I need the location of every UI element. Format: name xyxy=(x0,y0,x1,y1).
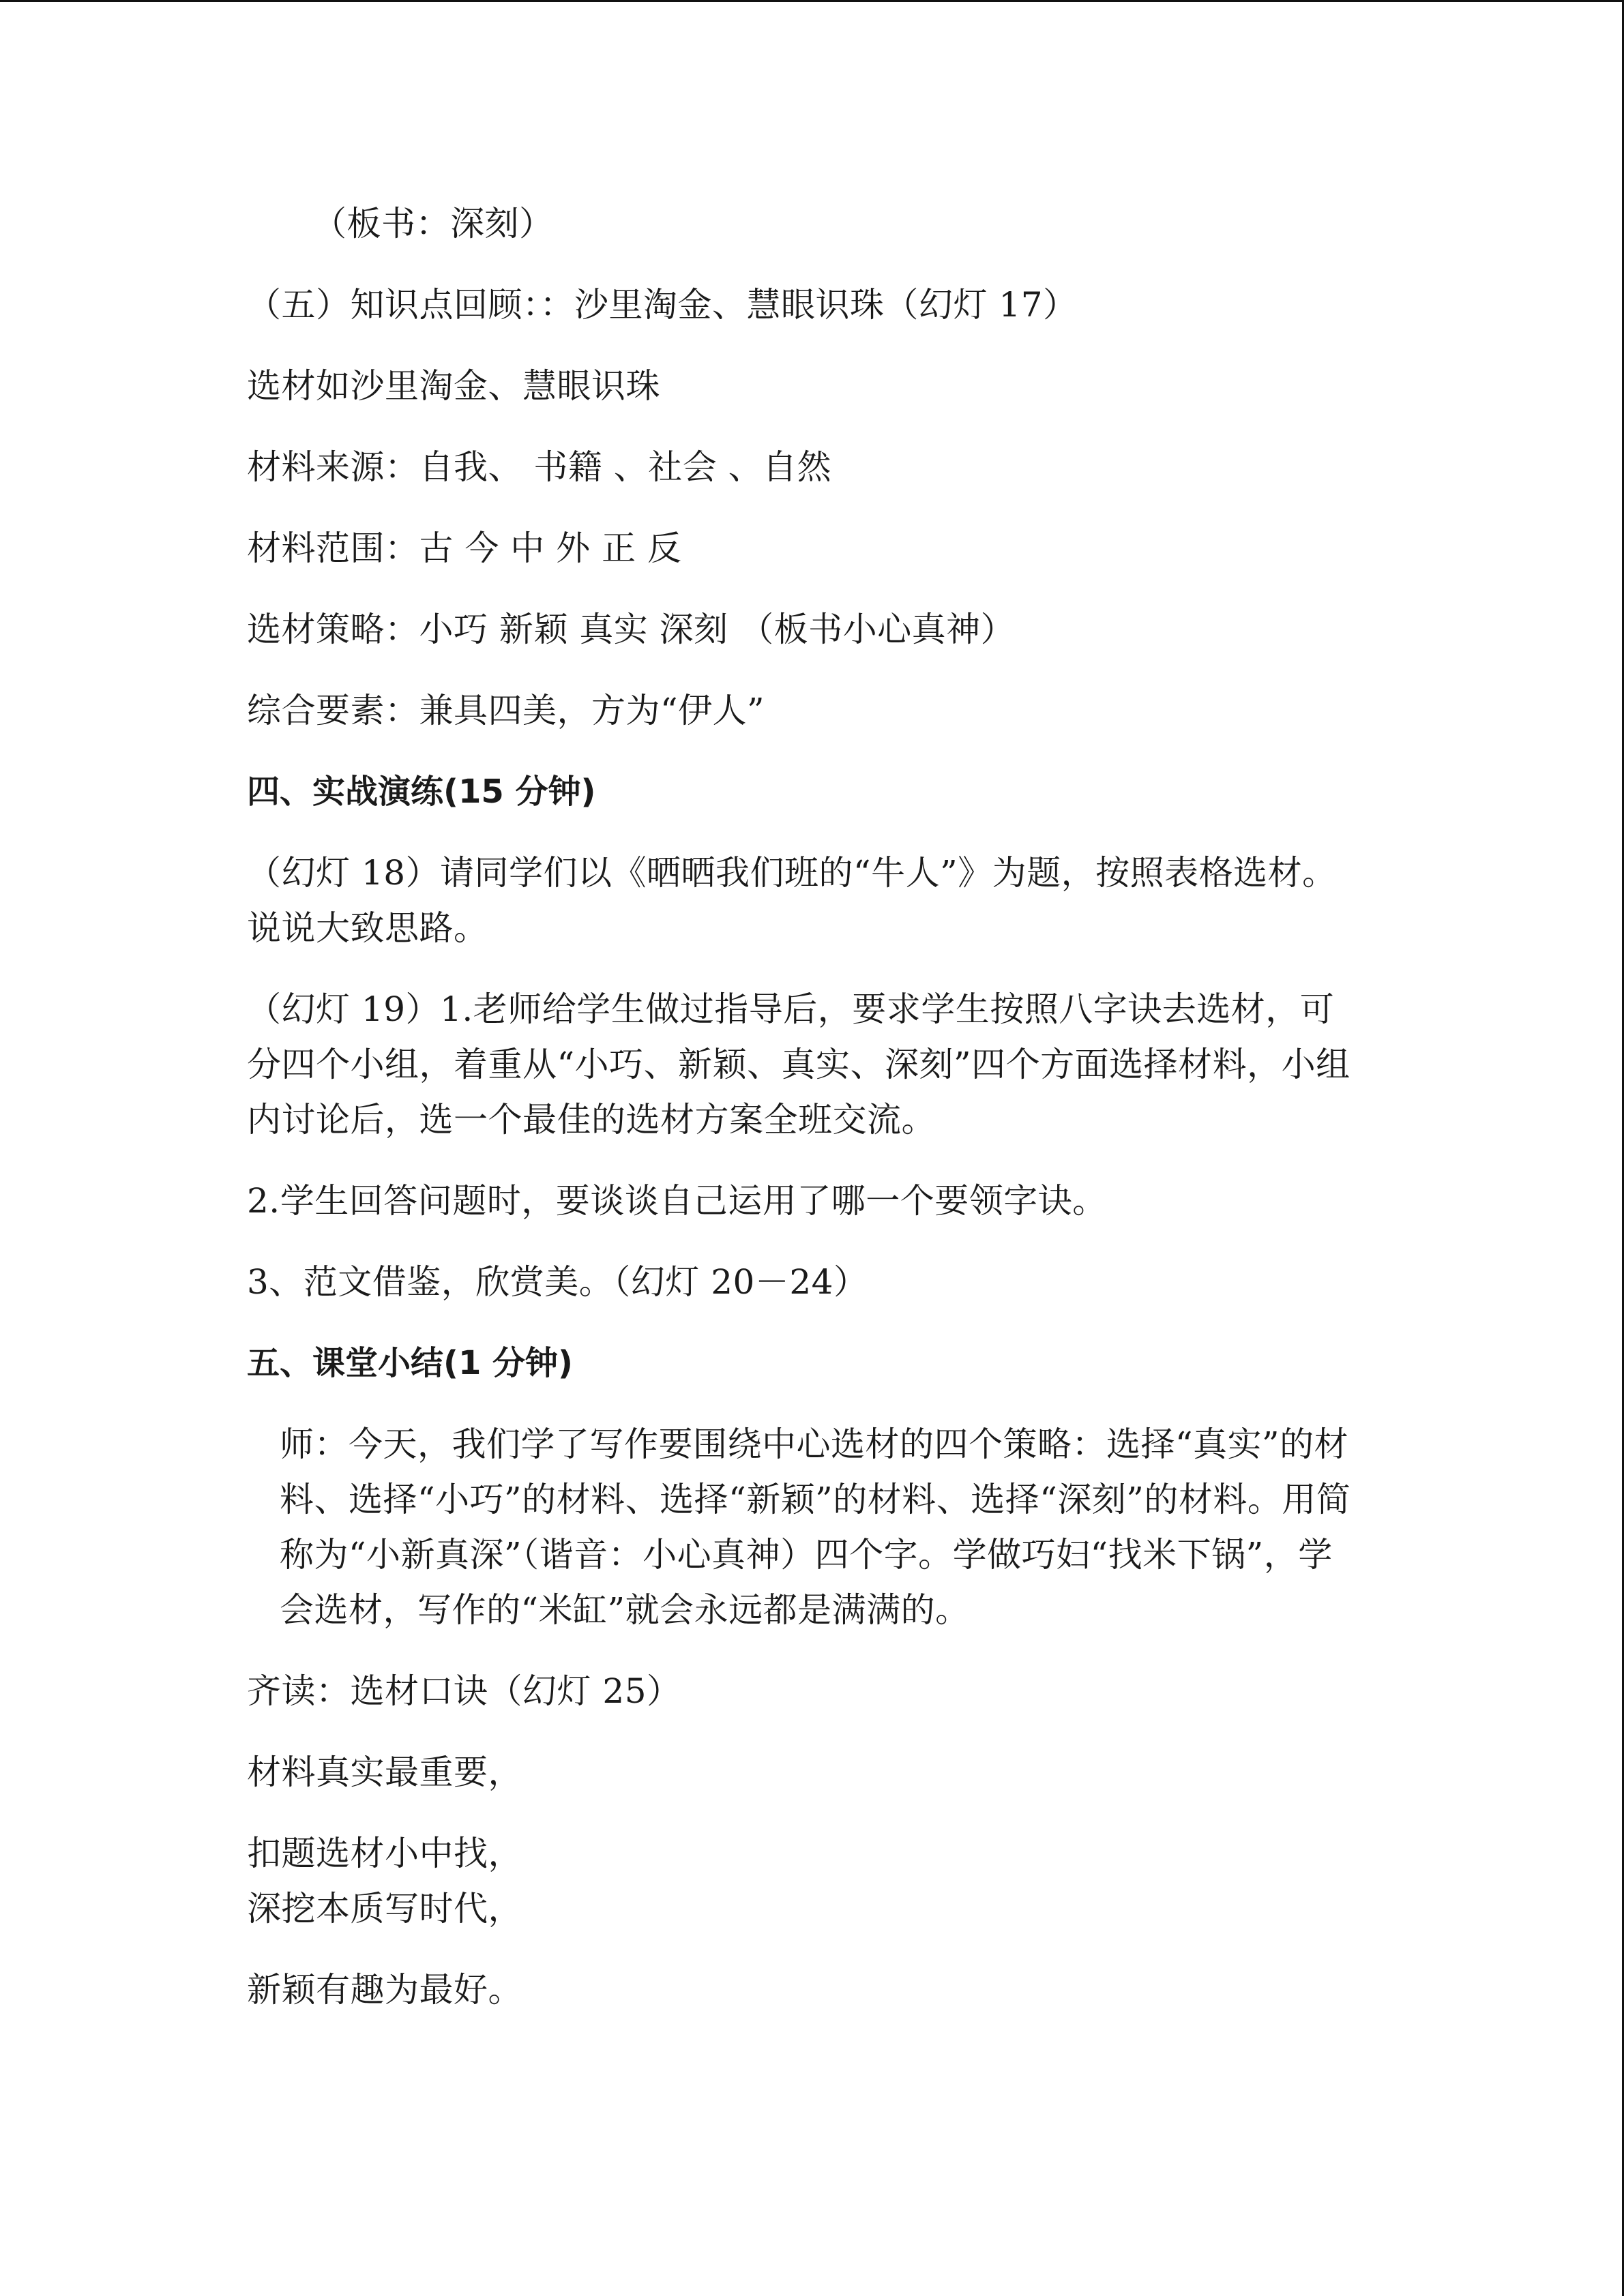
slide-19-paragraph: （幻灯 19）1.老师给学生做过指导后，要求学生按照八字诀去选材，可分四个小组，着重从“小巧、新颖、真实、深刻”四个方面选择材料，小组内讨论后，选一个最佳的选材方案全班交流。 xyxy=(247,989,1350,1139)
model-essay-line: 3、范文借鉴，欣赏美。（幻灯 20－24） xyxy=(247,1262,868,1302)
material-scope: 材料范围：古 今 中 外 正 反 xyxy=(247,528,682,568)
section-knowledge-review: （五）知识点回顾：：沙里淘金、慧眼识珠（幻灯 17） xyxy=(247,285,1078,325)
heading-practice: 四、实战演练(15 分钟) xyxy=(247,773,596,811)
material-selection-line: 选材如沙里淘金、慧眼识珠 xyxy=(247,366,660,406)
verse-line-2: 扣题选材小中找， xyxy=(247,1834,522,1873)
document-body xyxy=(247,196,1365,2018)
teacher-summary-paragraph: 师：今天，我们学了写作要围绕中心选材的四个策略：选择“真实”的材料、选择“小巧”的材料、选择“新颖”的材料、选择“深刻”的材料。用简称为“小新真深”（谐音：小心真神）四个字。学做巧妇“找米下锅”，学会选材，写作的“米缸”就会永远都是满满的。 xyxy=(280,1425,1351,1630)
selection-strategy: 选材策略：小巧 新颖 真实 深刻 （板书小心真神） xyxy=(247,610,1016,649)
slide-18-paragraph: （幻灯 18）请同学们以《晒晒我们班的“牛人”》为题，按照表格选材。说说大致思路。 xyxy=(247,853,1337,948)
material-sources: 材料来源：自我、 书籍 、社会 、自然 xyxy=(247,447,832,487)
verse-line-3: 深挖本质写时代， xyxy=(247,1889,522,1928)
heading-summary: 五、课堂小结(1 分钟) xyxy=(247,1344,573,1382)
comprehensive-elements: 综合要素：兼具四美，方为“伊人” xyxy=(247,691,765,730)
verse-line-4: 新颖有趣为最好。 xyxy=(247,1970,522,2010)
recite-line: 齐读：选材口诀（幻灯 25） xyxy=(247,1671,681,1711)
verse-line-1: 材料真实最重要， xyxy=(247,1753,522,1792)
answer-requirement: 2.学生回答问题时，要谈谈自己运用了哪一个要领字诀。 xyxy=(247,1181,1107,1221)
board-note-deep: （板书：深刻） xyxy=(312,204,554,243)
page-border-top xyxy=(0,0,1624,2)
